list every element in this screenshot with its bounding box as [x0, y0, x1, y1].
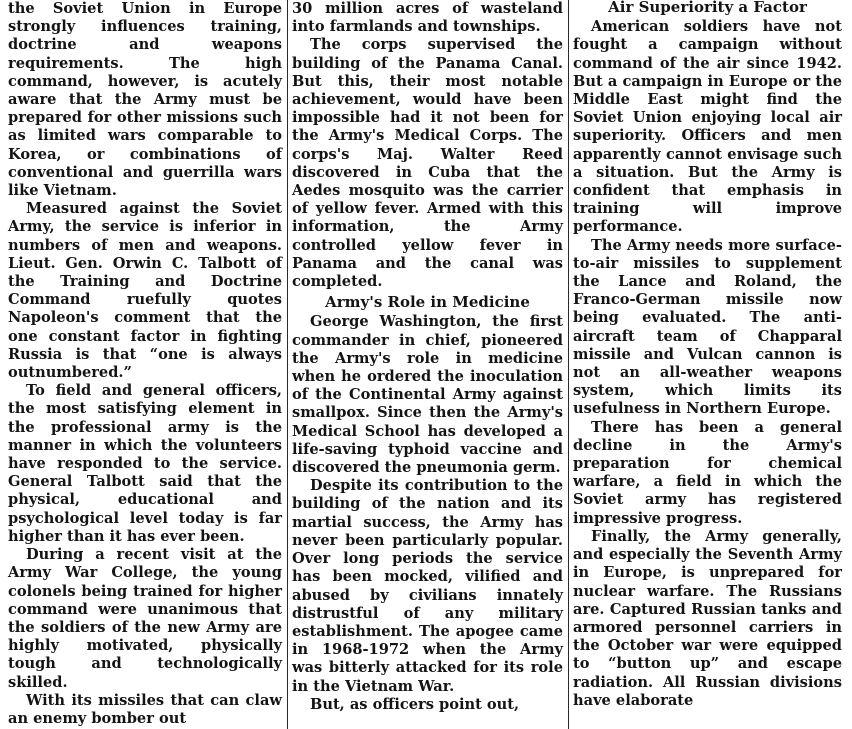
subheading-air-superiority: Air Superiority a Factor [608, 0, 807, 16]
column-1-paragraph-3: To field and general officers, the most satisfying element in the professional army is the manner in which the volunteers have responded to the service. General Talbott said that the physical, educational and psychological level today is far higher than it has ever been. [8, 382, 282, 545]
column-3-paragraph-3: There has been a general decline in the Army's preparation for chemical warfare, a field in which the Soviet army has registered impressive progress. [573, 418, 842, 527]
column-1-paragraph-2: Measured against the Soviet Army, the service is inferior in numbers of men and weapons. Lieut. Gen. Orwin C. Talbott of the Training and Doctrine Command ruefully quotes Napoleon's comment that the one constant factor in fighting Russia is that “one is always outnumbered.” [8, 200, 282, 382]
column-2-paragraph-5: But, as officers point out, [310, 695, 520, 713]
column-1-paragraph-4: During a recent visit at the Army War College, the young colonels being trained for higher command were unanimous that the soldiers of the new Army are highly motivated, physically tough and technologically skilled. [8, 546, 282, 691]
article-column-2 [288, 0, 567, 729]
column-2-paragraph-4: Despite its contribution to the building of the nation and its martial success, the Army has never been particularly popular. Over long periods the service has been mocked, vilified and abused by civilians innately distrustful of any military establishment. The apogee came in 1968-1972 when the Army was bitterly attacked for its role in the Vietnam War. [292, 477, 563, 695]
article-column-1 [0, 0, 286, 729]
subheading-army-medicine: Army's Role in Medicine [325, 293, 530, 312]
column-1-paragraph-5: With its missiles that can claw an enemy bomber out [8, 691, 282, 727]
column-3-paragraph-4: Finally, the Army generally, and especially the Seventh Army in Europe, is unprepared for nuclear warfare. The Russians are. Captured Russian tanks and armored personnel carriers in the October war were equipped to “button up” and escape radiation. All Russian divisions have elaborate [573, 527, 842, 709]
article-column-3 [569, 0, 852, 729]
column-2-paragraph-3: George Washington, the first commander in chief, pioneered the Army's role in medicine when he ordered the inoculation of the Continental Army against smallpox. Since then the Army's Medical School has developed a life-saving typhoid vaccine and discovered the pneumonia germ. [292, 313, 563, 477]
column-2-paragraph-2: The corps supervised the building of the Panama Canal. But this, their most notable achievement, would have been impossible had it not been for the Army's Medical Corps. The corps's Maj. Walter Reed discovered in Cuba that the Aedes mosquito was the carrier of yellow fever. Armed with this information, the Army controlled yellow fever in Panama and the canal was completed. [292, 36, 563, 291]
column-3-paragraph-1: American soldiers have not fought a campaign without command of the air since 1942. But a campaign in Europe or the Middle East might find the Soviet Union enjoying local air superiority. Officers and men apparently cannot envisage such a situation. But the Army is confident that emphasis in training will improve performance. [573, 18, 842, 236]
column-2-paragraph-1: 30 million acres of wasteland into farmlands and townships. [292, 0, 563, 36]
column-3-paragraph-2: The Army needs more surface-to-air missiles to supplement the Lance and Roland, the Franco-German missile now being evaluated. The anti-aircraft team of Chapparal missile and Vulcan cannon is not an all-weather weapons system, which limits its usefulness in Northern Europe. [573, 236, 842, 418]
column-1-paragraph-1: the Soviet Union in Europe strongly influences training, doctrine and weapons requirements. The high command, however, is acutely aware that the Army must be prepared for other missions such as limited wars comparable to Korea, or combinations of conventional and guerrilla wars like Vietnam. [8, 0, 282, 200]
